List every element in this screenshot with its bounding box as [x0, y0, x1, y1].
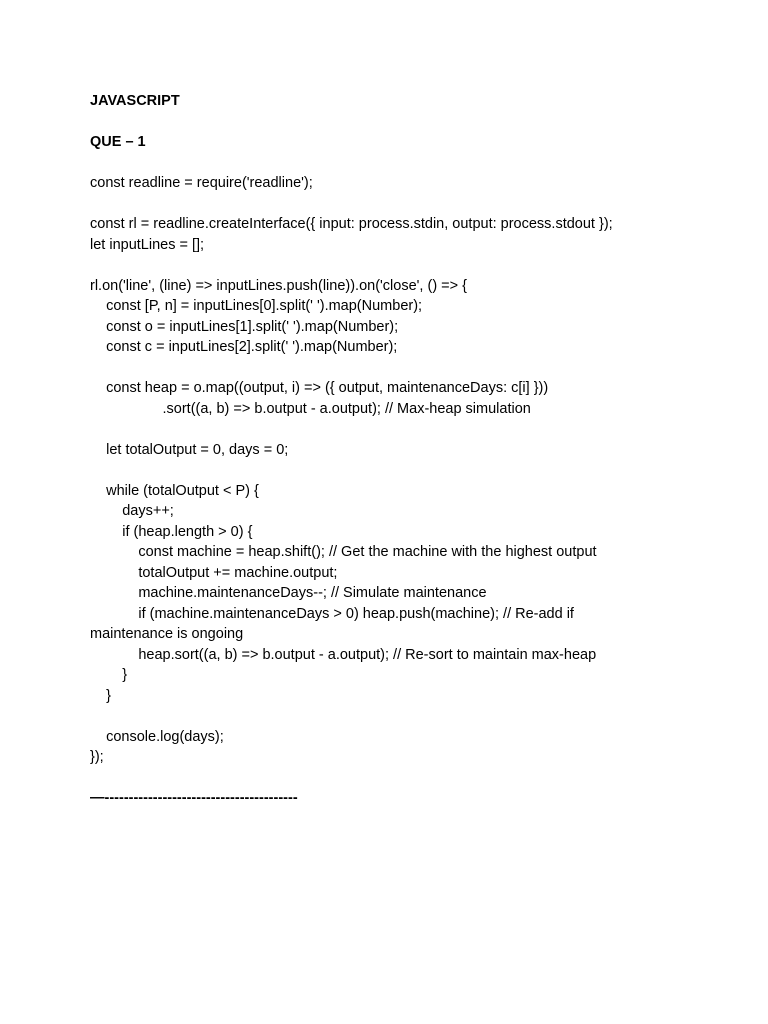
code-line: if (heap.length > 0) {	[90, 523, 253, 540]
question-heading: QUE – 1	[90, 134, 146, 150]
code-line: let totalOutput = 0, days = 0;	[90, 441, 289, 458]
code-line	[90, 419, 690, 440]
code-line	[90, 255, 690, 276]
code-line: const rl = readline.createInterface({ input: process.stdin, output: process.stdout });	[90, 216, 613, 232]
document-content	[90, 91, 690, 809]
code-line: heap.sort((a, b) => b.output - a.output); // Re-sort to maintain max-heap	[90, 646, 597, 663]
code-line: const o = inputLines[1].split(' ').map(Number);	[90, 318, 399, 335]
code-line: maintenance is ongoing	[90, 626, 244, 642]
code-line: const readline = require('readline');	[90, 175, 313, 191]
code-line: totalOutput += machine.output;	[90, 564, 338, 581]
code-line: .sort((a, b) => b.output - a.output); // Max-heap simulation	[90, 400, 531, 417]
code-line: });	[90, 749, 104, 765]
code-line	[90, 706, 690, 727]
code-line: machine.maintenanceDays--; // Simulate maintenance	[90, 585, 487, 601]
code-line: const c = inputLines[2].split(' ').map(Number);	[90, 339, 398, 355]
code-line: rl.on('line', (line) => inputLines.push(line)).on('close', () => {	[90, 277, 467, 294]
section-separator: —----------------------------------------	[90, 790, 298, 806]
language-heading: JAVASCRIPT	[90, 93, 180, 109]
code-line	[90, 358, 690, 379]
code-line: let inputLines = [];	[90, 236, 205, 253]
code-line: days++;	[90, 503, 174, 519]
code-line: const [P, n] = inputLines[0].split(' ').map(Number);	[90, 298, 423, 314]
blank-line	[90, 112, 690, 133]
code-line	[90, 194, 690, 215]
code-line: const machine = heap.shift(); // Get the machine with the highest output	[90, 544, 597, 560]
code-line: }	[90, 667, 128, 683]
code-line	[90, 460, 690, 481]
code-line: while (totalOutput < P) {	[90, 482, 259, 499]
code-line: if (machine.maintenanceDays > 0) heap.push(machine); // Re-add if	[90, 605, 574, 622]
blank-line	[90, 153, 690, 174]
code-line: const heap = o.map((output, i) => ({ output, maintenanceDays: c[i] }))	[90, 380, 549, 396]
code-line	[90, 768, 690, 789]
code-line: }	[90, 687, 111, 704]
code-line: console.log(days);	[90, 728, 224, 745]
